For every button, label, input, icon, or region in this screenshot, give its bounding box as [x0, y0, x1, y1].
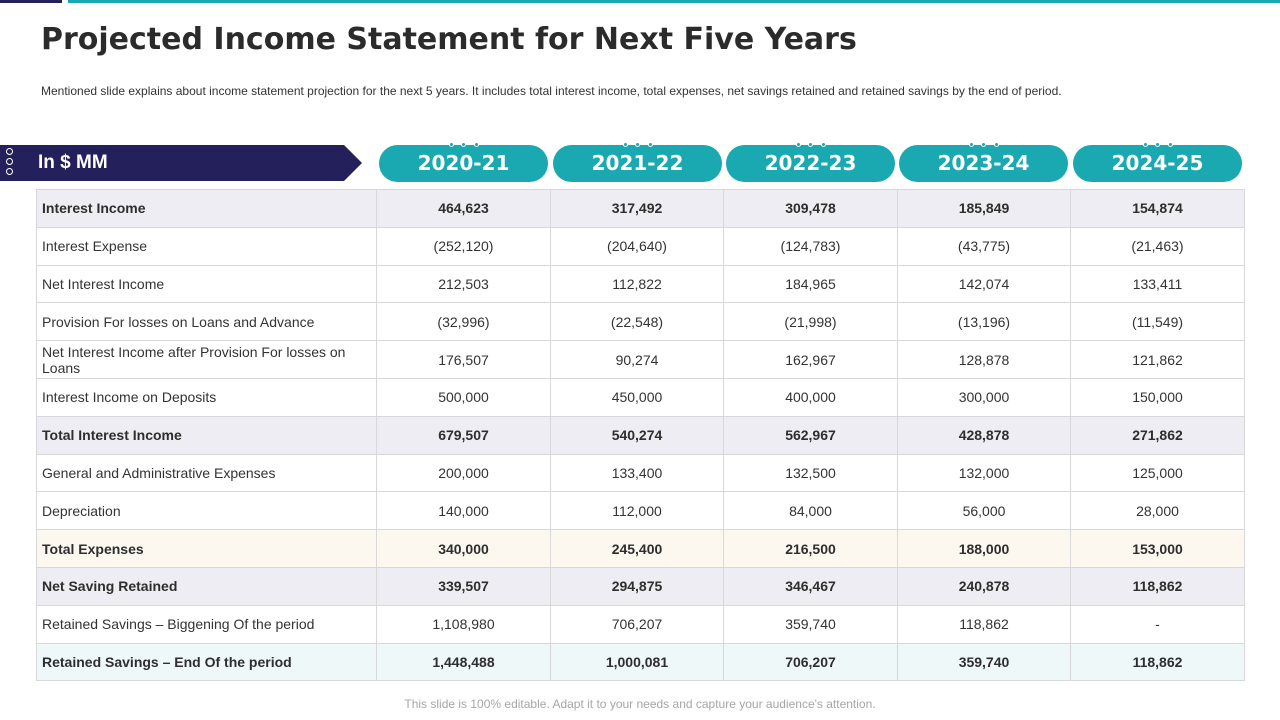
row-label: General and Administrative Expenses [37, 454, 377, 492]
year-header-1 [379, 145, 548, 182]
table-row [37, 227, 1245, 265]
row-value: 200,000 [377, 454, 551, 492]
row-value: 153,000 [1071, 530, 1245, 568]
row-value: 346,467 [724, 567, 898, 605]
pill-dots-icon [449, 142, 479, 148]
row-value: 133,411 [1071, 265, 1245, 303]
row-value: 132,000 [898, 454, 1071, 492]
row-value: 140,000 [377, 492, 551, 530]
table-row [37, 492, 1245, 530]
row-value: 400,000 [724, 378, 898, 416]
year-label: 2020-21 [417, 151, 510, 175]
row-value: 188,000 [898, 530, 1071, 568]
row-value: 142,074 [898, 265, 1071, 303]
row-value: 128,878 [898, 341, 1071, 379]
row-value: 90,274 [551, 341, 724, 379]
row-value: 184,965 [724, 265, 898, 303]
row-value: 1,108,980 [377, 605, 551, 643]
row-label: Total Expenses [37, 530, 377, 568]
table-row [37, 190, 1245, 228]
row-value: 112,000 [551, 492, 724, 530]
row-value: 84,000 [724, 492, 898, 530]
row-value: (11,549) [1071, 303, 1245, 341]
banner-dots-icon [6, 148, 16, 178]
row-value: 56,000 [898, 492, 1071, 530]
row-value: 339,507 [377, 567, 551, 605]
pill-dots-icon [623, 142, 653, 148]
row-value: 1,000,081 [551, 643, 724, 681]
row-value: 240,878 [898, 567, 1071, 605]
row-label: Interest Income on Deposits [37, 378, 377, 416]
row-value: 245,400 [551, 530, 724, 568]
row-value: (13,196) [898, 303, 1071, 341]
row-value: 132,500 [724, 454, 898, 492]
year-label: 2023-24 [937, 151, 1030, 175]
row-value: 309,478 [724, 190, 898, 228]
table-row [37, 265, 1245, 303]
row-label: Provision For losses on Loans and Advance [37, 303, 377, 341]
row-value: 185,849 [898, 190, 1071, 228]
row-value: 1,448,488 [377, 643, 551, 681]
row-value: 125,000 [1071, 454, 1245, 492]
page-subtitle: Mentioned slide explains about income statement projection for the next 5 years. It includes total interest income, total expenses, net savings retained and retained savings by the end of period. [41, 84, 1062, 98]
table-row [37, 378, 1245, 416]
top-accent-line-dark [0, 0, 62, 3]
row-value: (21,998) [724, 303, 898, 341]
table-row [37, 303, 1245, 341]
footer-note: This slide is 100% editable. Adapt it to your needs and capture your audience's attention. [404, 697, 876, 711]
row-value: (22,548) [551, 303, 724, 341]
row-value: 121,862 [1071, 341, 1245, 379]
year-label: 2022-23 [764, 151, 857, 175]
row-value: 500,000 [377, 378, 551, 416]
row-value: 118,862 [898, 605, 1071, 643]
row-value: 133,400 [551, 454, 724, 492]
row-value: 150,000 [1071, 378, 1245, 416]
table-row [37, 416, 1245, 454]
row-value: (32,996) [377, 303, 551, 341]
pill-dots-icon [1143, 142, 1173, 148]
table-row [37, 567, 1245, 605]
table-row [37, 454, 1245, 492]
year-header-2 [553, 145, 722, 182]
year-label: 2024-25 [1111, 151, 1204, 175]
row-value: 428,878 [898, 416, 1071, 454]
row-label: Interest Income [37, 190, 377, 228]
row-label: Depreciation [37, 492, 377, 530]
row-label: Total Interest Income [37, 416, 377, 454]
pill-dots-icon [969, 142, 999, 148]
row-label: Net Saving Retained [37, 567, 377, 605]
row-value: (204,640) [551, 227, 724, 265]
row-value: (252,120) [377, 227, 551, 265]
row-value: 706,207 [551, 605, 724, 643]
year-label: 2021-22 [591, 151, 684, 175]
table-row [37, 643, 1245, 681]
pill-dots-icon [796, 142, 826, 148]
row-value: (124,783) [724, 227, 898, 265]
row-value: 162,967 [724, 341, 898, 379]
row-value: 154,874 [1071, 190, 1245, 228]
table-row [37, 341, 1245, 379]
row-value: 540,274 [551, 416, 724, 454]
row-value: 359,740 [898, 643, 1071, 681]
row-value: 562,967 [724, 416, 898, 454]
row-value: 216,500 [724, 530, 898, 568]
row-value: 450,000 [551, 378, 724, 416]
row-label: Retained Savings – Biggening Of the period [37, 605, 377, 643]
page-title: Projected Income Statement for Next Five Years [41, 22, 857, 57]
row-value: 340,000 [377, 530, 551, 568]
row-value: 28,000 [1071, 492, 1245, 530]
year-header-3 [726, 145, 895, 182]
row-label: Retained Savings – End Of the period [37, 643, 377, 681]
row-value: 118,862 [1071, 567, 1245, 605]
row-label: Net Interest Income after Provision For losses on Loans [37, 341, 377, 379]
row-value: - [1071, 605, 1245, 643]
row-value: 176,507 [377, 341, 551, 379]
unit-label: In $ MM [38, 152, 108, 173]
row-value: 706,207 [724, 643, 898, 681]
row-value: 679,507 [377, 416, 551, 454]
row-label: Interest Expense [37, 227, 377, 265]
row-value: (21,463) [1071, 227, 1245, 265]
row-value: 118,862 [1071, 643, 1245, 681]
row-value: 294,875 [551, 567, 724, 605]
row-value: (43,775) [898, 227, 1071, 265]
year-header-4 [899, 145, 1068, 182]
year-header-5 [1073, 145, 1242, 182]
top-accent-line-teal [68, 0, 1280, 3]
row-value: 271,862 [1071, 416, 1245, 454]
row-value: 300,000 [898, 378, 1071, 416]
table-row [37, 530, 1245, 568]
row-label: Net Interest Income [37, 265, 377, 303]
row-value: 464,623 [377, 190, 551, 228]
income-statement-table [36, 189, 1245, 681]
row-value: 212,503 [377, 265, 551, 303]
row-value: 112,822 [551, 265, 724, 303]
row-value: 317,492 [551, 190, 724, 228]
table-row [37, 605, 1245, 643]
row-value: 359,740 [724, 605, 898, 643]
